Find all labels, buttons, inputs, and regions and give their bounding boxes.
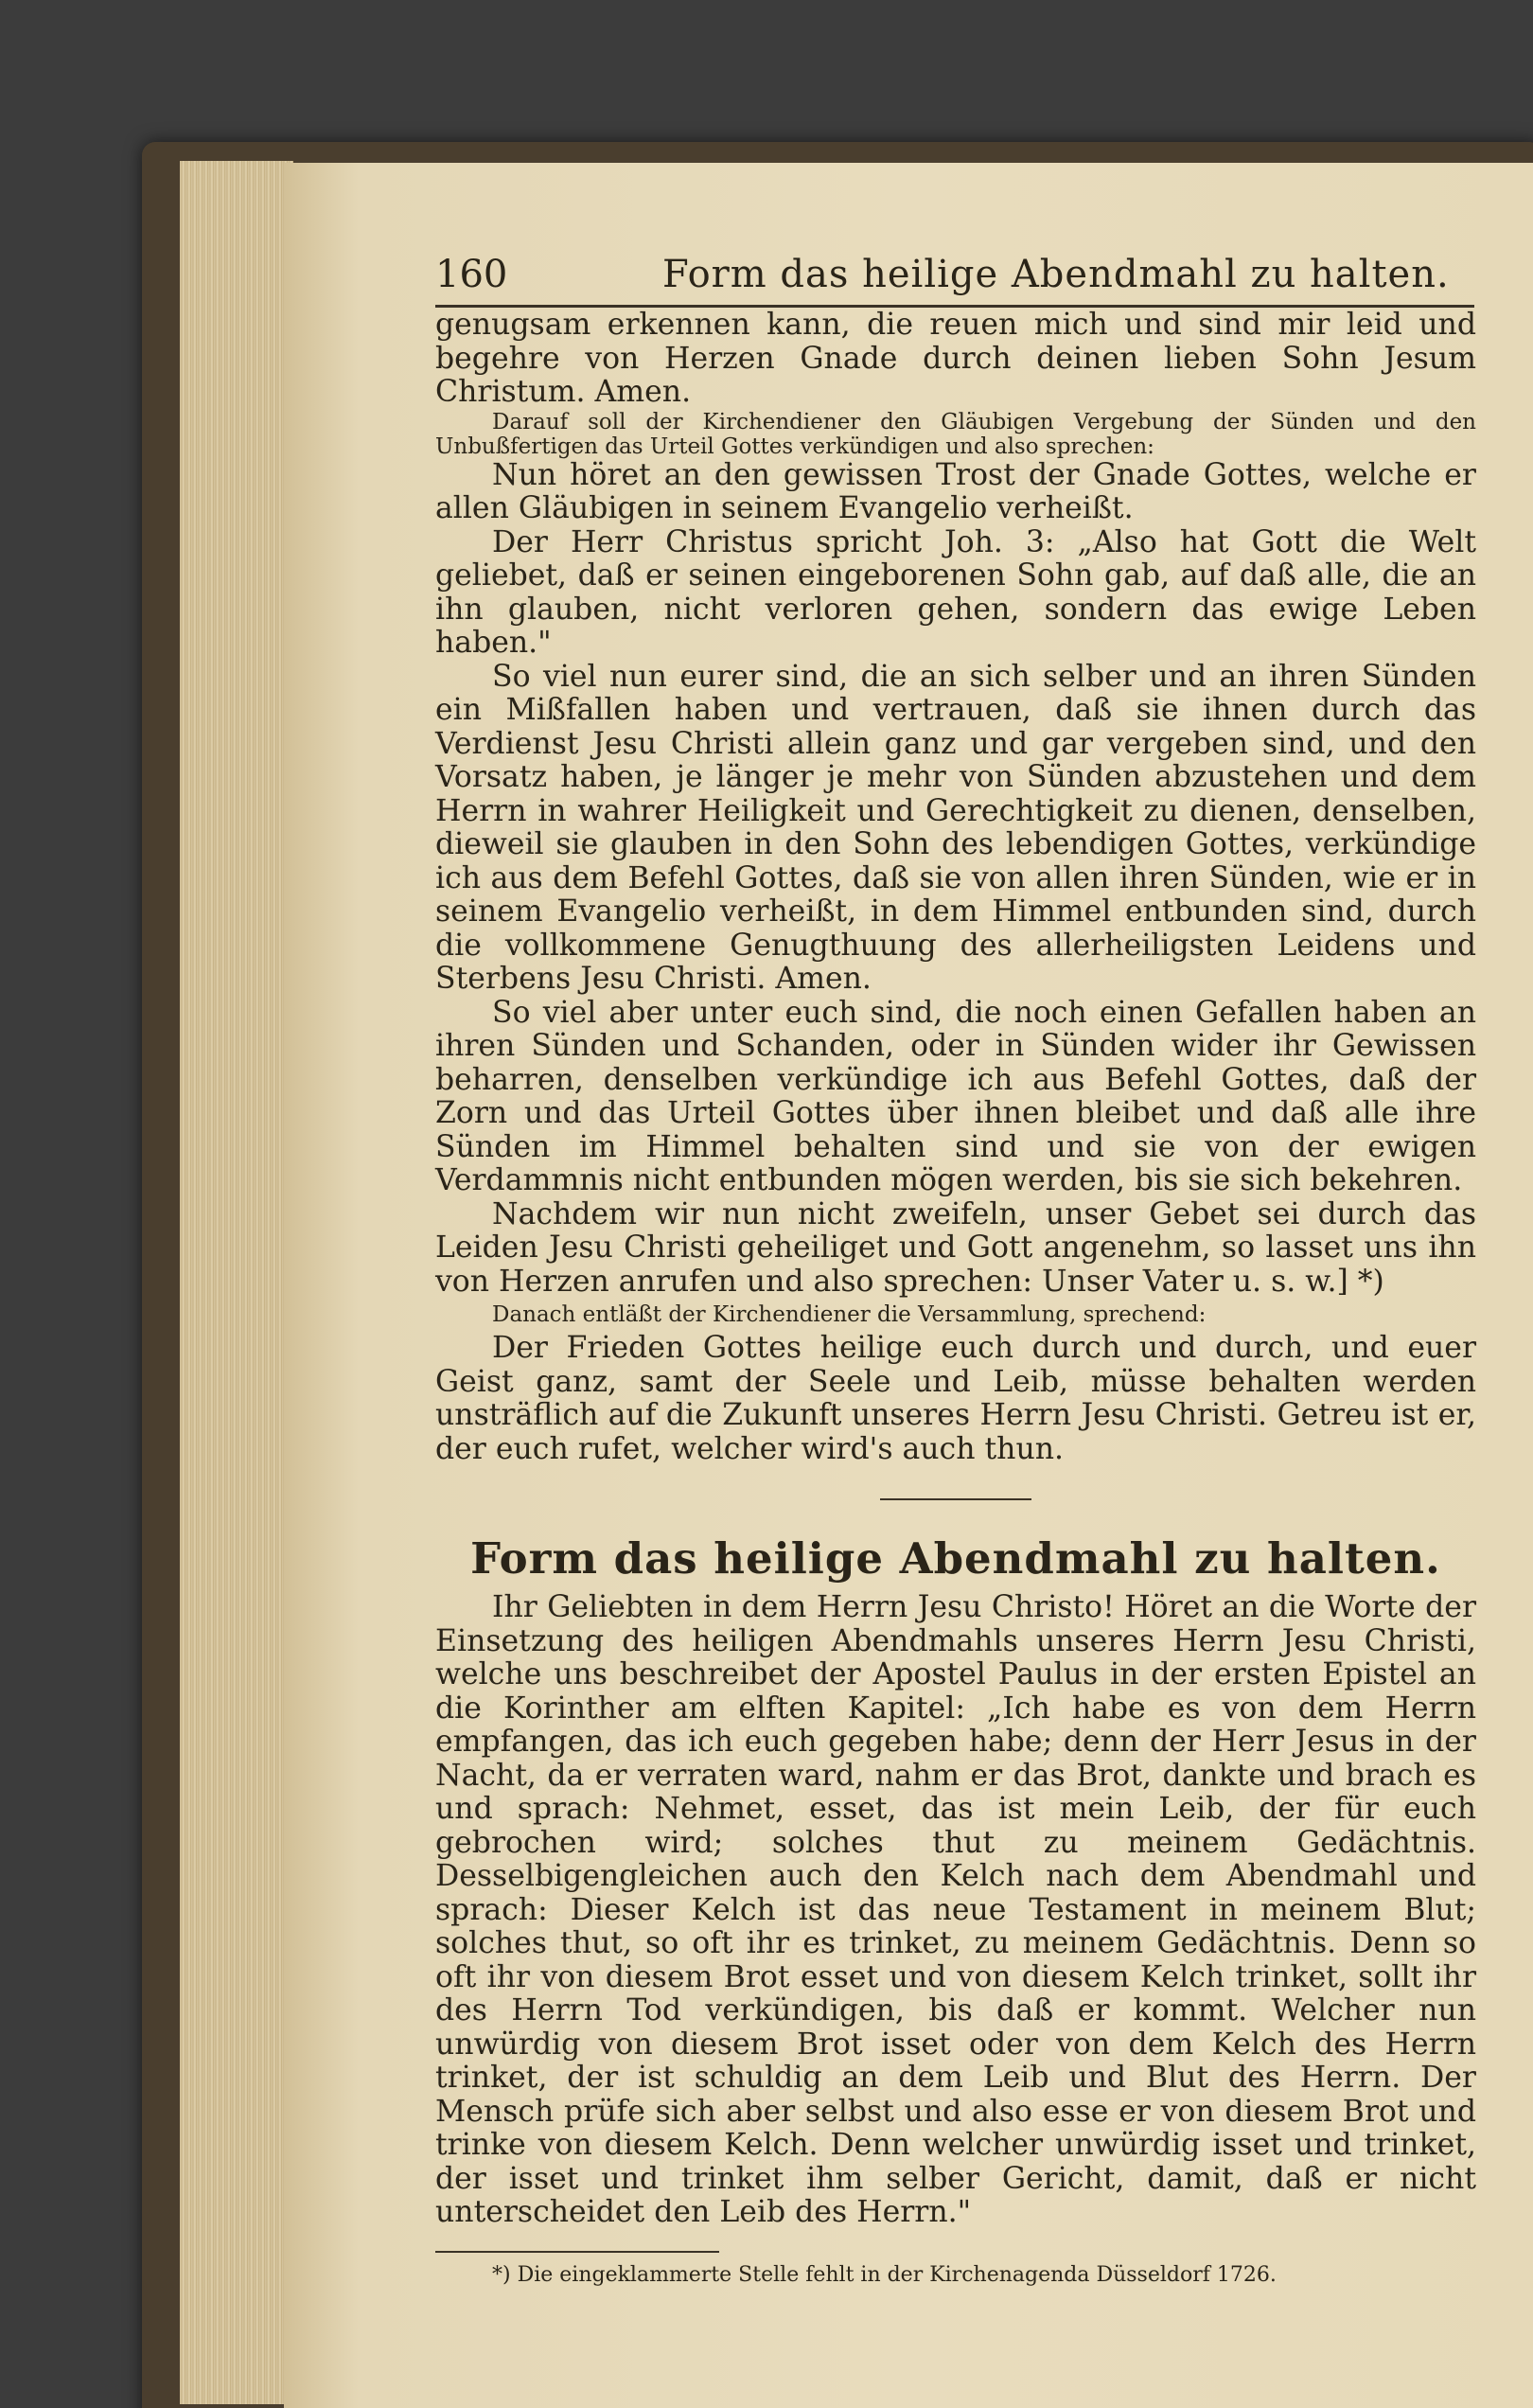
paragraph-4: So viel nun eurer sind, die an sich selber und an ihren Sünden ein Mißfallen haben und vertrauen, daß sie ihnen durch das Verdienst Jesu Christi allein ganz und gar vergeben sind, und den Vorsatz haben, je länger je mehr von Sünden abzustehen und dem Herrn in wahrer Heiligkeit und Gerechtigkeit zu dienen, denselben, dieweil sie glauben in den Sohn des lebendigen Gottes, verkündige ich aus dem Befehl Gottes, daß sie von allen ihren Sünden, wie er in seinem Evangelio verheißt, in dem Himmel entbunden sind, durch die vollkommene Genugthuung des allerheiligsten Leidens und Sterbens Jesu Christi. Amen.	[435, 659, 1476, 996]
footnote: *) Die eingeklammerte Stelle fehlt in der Kirchenagenda Düsseldorf 1726.	[492, 2262, 1277, 2287]
rubric-1: Darauf soll der Kirchendiener den Gläubigen Vergebung der Sünden und den Unbußfertigen das Urteil Gottes verkündigen und also sprechen:	[435, 409, 1476, 459]
paragraph-2: Nun höret an den gewissen Trost der Gnade Gottes, welche er allen Gläubigen in seinem Evangelio verheißt.	[435, 457, 1476, 525]
body-text	[435, 309, 1476, 2289]
paragraph-1: genugsam erkennen kann, die reuen mich und sind mir leid und begehre von Herzen Gnade durch deinen lieben Sohn Jesum Christum. Amen.	[435, 308, 1476, 409]
page-number: 160	[435, 253, 508, 296]
section-heading: Form das heilige Abendmahl zu halten.	[470, 1533, 1441, 1584]
paragraph-3: Der Herr Christus spricht Joh. 3: „Also hat Gott die Welt geliebet, daß er seinen eingeborenen Sohn gab, auf daß alle, die an ihn glauben, nicht verloren gehen, sondern das ewige Leben haben."	[435, 524, 1476, 660]
paragraph-6: Nachdem wir nun nicht zweifeln, unser Gebet sei durch das Leiden Jesu Christi geheiliget und Gott angenehm, so lasset uns ihn von Herzen anrufen und also sprechen: Unser Vater u. s. w.] *)	[435, 1196, 1476, 1299]
paragraph-7: Der Frieden Gottes heilige euch durch und durch, und euer Geist ganz, samt der Seele und Leib, müsse behalten werden unsträflich auf die Zukunft unseres Herrn Jesu Christi. Getreu ist er, der euch rufet, welcher wird's auch thun.	[435, 1331, 1476, 1466]
section-divider	[880, 1498, 1031, 1500]
paragraph-8: Ihr Geliebten in dem Herrn Jesu Christo! Höret an die Worte der Einsetzung des heiligen Abendmahls unseres Herrn Jesu Christi, welche uns beschreibet der Apostel Paulus in der ersten Epistel an die Korinther am elften Kapitel: „Ich habe es von dem Herrn empfangen, das ich euch gegeben habe; denn der Herr Jesus in der Nacht, da er verraten ward, nahm er das Brot, dankte und brach es und sprach: Nehmet, esset, das ist mein Leib, der für euch gebrochen wird; solches thut zu meinem Gedächtnis. Desselbigengleichen auch den Kelch nach dem Abendmahl und sprach: Dieser Kelch ist das neue Testament in meinem Blut; solches thut, so oft ihr es trinket, zu meinem Gedächtnis. Denn so oft ihr von diesem Brot esset und von diesem Kelch trinket, sollt ihr des Herrn Tod verkündigen, bis daß er kommt. Welcher nun unwürdig von diesem Brot isset oder von dem Kelch des Herrn trinket, der ist schuldig an dem Leib und Blut des Herrn. Der Mensch prüfe sich aber selbst und also esse er von diesem Brot und trinke von diesem Kelch. Denn welcher unwürdig isset und trinket, der isset und trinket ihm selber Gericht, damit, daß er nicht unterscheidet den Leib des Herrn."	[435, 1590, 1476, 2229]
book-page	[284, 163, 1533, 2408]
running-title: Form das heilige Abendmahl zu halten.	[662, 253, 1450, 296]
paragraph-5: So viel aber unter euch sind, die noch einen Gefallen haben an ihren Sünden und Schanden, oder in Sünden wider ihr Gewissen beharren, denselben verkündige ich aus Befehl Gottes, daß der Zorn und das Urteil Gottes über ihnen bleibet und daß alle ihre Sünden im Himmel behalten sind und sie von der ewigen Verdammnis nicht entbunden mögen werden, bis sie sich bekehren.	[435, 995, 1476, 1197]
page-edges	[180, 161, 293, 2404]
page-header	[435, 246, 1476, 303]
footnote-rule	[435, 2251, 719, 2253]
rubric-2: Danach entläßt der Kirchendiener die Versammlung, sprechend:	[492, 1302, 1207, 1327]
